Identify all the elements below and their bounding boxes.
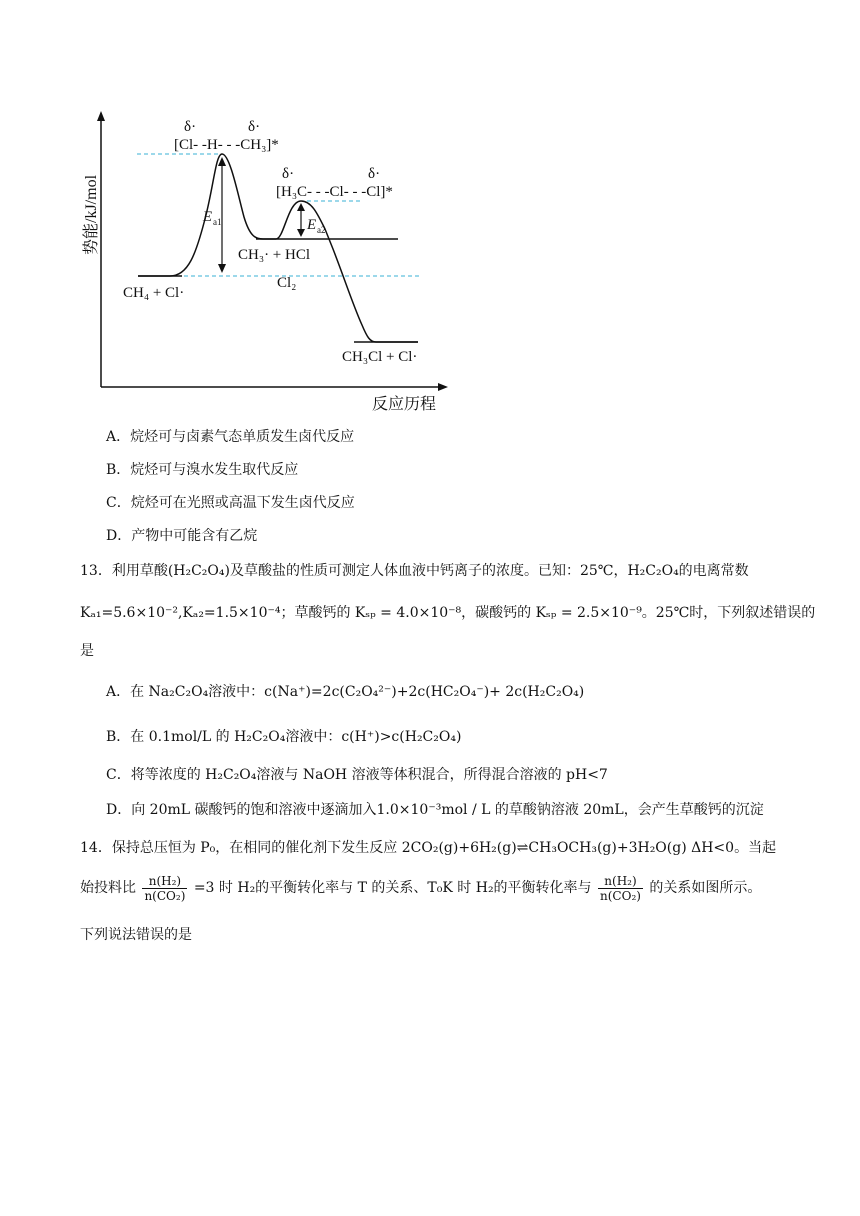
fraction-numerator-2: n(H₂) bbox=[598, 874, 643, 889]
q13-option-c: C．将等浓度的 H₂C₂O₄溶液与 NaOH 溶液等体积混合，所得混合溶液的 pH<7 bbox=[106, 767, 608, 783]
q14-ratio-fraction bbox=[142, 874, 187, 903]
q12-option-d: D．产物中可能含有乙烷 bbox=[106, 528, 258, 544]
q13-option-a: A．在 Na₂C₂O₄溶液中：c(Na⁺)=2c(C₂O₄²⁻)+2c(HC₂O₄⁻)+ 2c(H₂C₂O₄) bbox=[106, 684, 585, 700]
ea1-arrow-head-down bbox=[218, 264, 226, 273]
q14-stem-line2 bbox=[80, 870, 761, 906]
q14-stem-line1: 14．保持总压恒为 P₀，在相同的催化剂下发生反应 2CO₂(g)+6H₂(g)⇌CH₃OCH₃(g)+3H₂O(g) ΔH<0。当起 bbox=[80, 840, 777, 856]
ts2-delta-right: δ· bbox=[368, 166, 381, 182]
x-axis-arrow bbox=[438, 383, 448, 391]
q13-stem-line3: 是 bbox=[80, 643, 94, 659]
q13-option-b: B．在 0.1mol/L 的 H₂C₂O₄溶液中：c(H⁺)>c(H₂C₂O₄) bbox=[106, 729, 462, 745]
fraction-denominator-2: n(CO₂) bbox=[600, 888, 641, 903]
q14-stem2-part-b: =3 时 H₂的平衡转化率与 T 的关系、T₀K 时 H₂的平衡转化率与 bbox=[193, 880, 592, 896]
ea1-subscript: a1 bbox=[213, 217, 222, 227]
ea1-arrow-head-up bbox=[218, 157, 226, 166]
fraction-numerator: n(H₂) bbox=[142, 874, 187, 889]
q13-stem-line1: 13．利用草酸(H₂C₂O₄)及草酸盐的性质可测定人体血液中钙离子的浓度。已知：25℃，H₂C₂O₄的电离常数 bbox=[80, 563, 749, 579]
ts2-delta-left: δ· bbox=[282, 166, 295, 182]
q13-option-d: D．向 20mL 碳酸钙的饱和溶液中逐滴加入1.0×10⁻³mol / L 的草酸钠溶液 20mL，会产生草酸钙的沉淀 bbox=[106, 802, 764, 818]
ea2-subscript: a2 bbox=[317, 225, 326, 235]
ts1-label: [Cl- -H- - -CH₃]* bbox=[174, 137, 279, 153]
ea2-arrow-head-down bbox=[297, 229, 305, 237]
y-axis-arrow bbox=[97, 111, 105, 121]
reactant-label: CH₄ + Cl· bbox=[123, 285, 185, 301]
q14-stem2-part-c: 的关系如图所示。 bbox=[649, 880, 762, 896]
q14-stem2-part-a: 始投料比 bbox=[80, 880, 136, 896]
ea2-arrow-head-up bbox=[297, 203, 305, 211]
x-axis-label: 反应历程 bbox=[371, 396, 437, 413]
ts1-delta-right: δ· bbox=[248, 119, 261, 135]
y-axis-label: 势能/kJ/mol bbox=[83, 174, 100, 256]
q14-ratio-fraction-2 bbox=[598, 874, 643, 903]
intermediate-label: CH₃· + HCl bbox=[238, 247, 311, 263]
cl2-label: Cl₂ bbox=[277, 275, 297, 291]
ea1-label: E bbox=[202, 209, 212, 225]
q12-option-b: B．烷烃可与溴水发生取代反应 bbox=[106, 462, 299, 478]
ea2-label: E bbox=[307, 217, 317, 233]
q12-option-a: A．烷烃可与卤素气态单质发生卤代反应 bbox=[106, 429, 355, 445]
q14-stem-line3: 下列说法错误的是 bbox=[80, 927, 192, 943]
energy-profile-diagram bbox=[70, 105, 460, 415]
product-label: CH₃Cl + Cl· bbox=[342, 349, 418, 365]
ts1-delta-left: δ· bbox=[184, 119, 197, 135]
fraction-denominator: n(CO₂) bbox=[144, 888, 186, 903]
q12-option-c: C．烷烃可在光照或高温下发生卤代反应 bbox=[106, 495, 355, 511]
q13-stem-line2: Kₐ₁=5.6×10⁻²,Kₐ₂=1.5×10⁻⁴；草酸钙的 Kₛₚ = 4.0×10⁻⁸，碳酸钙的 Kₛₚ = 2.5×10⁻⁹。25℃时，下列叙述错误的 bbox=[80, 605, 816, 621]
ts2-label: [H₃C- - -Cl- - -Cl]* bbox=[276, 184, 393, 200]
